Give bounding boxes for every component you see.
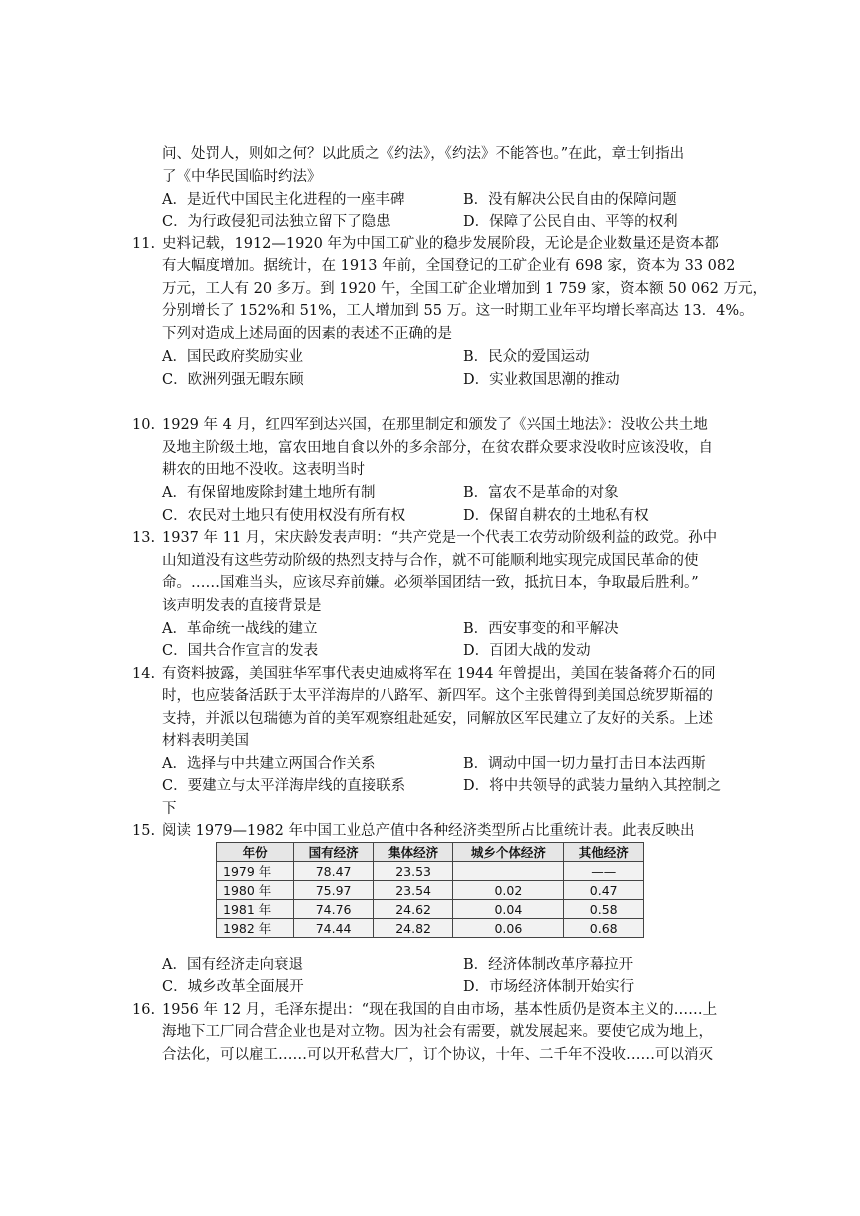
q11-option-b: B．民众的爱国运动 [463,349,590,365]
q14-option-d-wrap: 下 [162,801,177,817]
q10-text-line: 1929 年 4 月，红四军到达兴国，在那里制定和颁发了《兴国土地法》：没收公共土地 [162,417,708,433]
q13-number: 13. [132,530,156,546]
table-cell: 23.54 [373,881,453,900]
q16-text-line: 海地下工厂同合营企业也是对立物。因为社会有需要，就发展起来。要使它成为地上， [162,1024,713,1040]
table-header-cell: 其他经济 [564,843,644,862]
q13-text-line: 1937 年 11 月，宋庆龄发表声明：“共产党是一个代表工农劳动阶级利益的政党。孙中 [162,530,718,546]
q14-text-line: 有资料披露，美国驻华军事代表史迪威将军在 1944 年曾提出，美国在装备蒋介石的同 [162,666,716,682]
table-cell: 1980 年 [217,881,294,900]
table-cell: 74.76 [294,900,374,919]
table-cell: 23.53 [373,862,453,881]
q11-number: 11. [132,236,156,252]
q9-option-a: A．是近代中国民主化进程的一座丰碑 [162,192,405,208]
q10-text-line: 耕农的田地不没收。这表明当时 [162,462,365,478]
table-header-cell: 集体经济 [373,843,453,862]
q14-text-line: 支持，并派以包瑞德为首的美军观察组赴延安，同解放区军民建立了友好的关系。上述 [162,711,713,727]
q9-text-line: 了《中华民国临时约法》 [162,169,322,185]
q11-text-line: 下列对造成上述局面的因素的表述不正确的是 [162,326,452,342]
table-row [217,919,644,938]
q11-text-line: 史料记载，1912—1920 年为中国工矿业的稳步发展阶段，无论是企业数量还是资本都 [162,236,719,252]
table-cell: 0.58 [564,900,644,919]
table-cell: 24.62 [373,900,453,919]
q13-option-c: C．国共合作宣言的发表 [162,643,319,659]
table-row [217,881,644,900]
q14-text-line: 时，也应装备活跃于太平洋海岸的八路军、新四军。这个主张曾得到美国总统罗斯福的 [162,688,713,704]
table-header-row [217,843,644,862]
q16-text-line: 合法化，可以雇工……可以开私营大厂，订个协议，十年、二千年不没收……可以消灭 [162,1047,713,1063]
q11-option-a: A．国民政府奖励实业 [162,349,303,365]
q9-option-b: B．没有解决公民自由的保障问题 [463,192,677,208]
table-cell: 0.47 [564,881,644,900]
q14-option-a: A．选择与中共建立两国合作关系 [162,756,376,772]
q11-option-c: C．欧洲列强无暇东顾 [162,372,304,388]
table-cell: 0.68 [564,919,644,938]
table-row [217,862,644,881]
table-cell: 75.97 [294,881,374,900]
q15-option-a: A．国有经济走向衰退 [162,957,303,973]
q15-option-c: C．城乡改革全面展开 [162,979,304,995]
economy-share-table [216,842,644,938]
q13-text-line: 该声明发表的直接背景是 [162,598,322,614]
q14-option-b: B．调动中国一切力量打击日本法西斯 [463,756,706,772]
q13-option-a: A．革命统一战线的建立 [162,621,318,637]
table-row [217,900,644,919]
q14-text-line: 材料表明美国 [162,733,249,749]
q13-option-d: D．百团大战的发动 [463,643,591,659]
table-header-cell: 年份 [217,843,294,862]
q9-option-c: C．为行政侵犯司法独立留下了隐患 [162,214,391,230]
q10-number: 10. [132,417,156,433]
table-cell: 0.04 [453,900,564,919]
q11-text-line: 万元，工人有 20 多万。到 1920 午，全国工矿企业增加到 1 759 家，资本额 50 062 万元， [162,281,767,297]
table-header-cell: 国有经济 [294,843,374,862]
q10-option-a: A．有保留地废除封建土地所有制 [162,485,376,501]
table-cell: 1982 年 [217,919,294,938]
q10-text-line: 及地主阶级土地，富农田地自食以外的多余部分，在贫农群众要求没收时应该没收，自 [162,440,713,456]
table-cell: 74.44 [294,919,374,938]
q14-option-d: D．将中共领导的武装力量纳入其控制之 [463,778,722,794]
q16-number: 16. [132,1002,156,1018]
table-cell: 1981 年 [217,900,294,919]
table-cell: 78.47 [294,862,374,881]
table-cell: 24.82 [373,919,453,938]
q15-text-line: 阅读 1979—1982 年中国工业总产值中各种经济类型所占比重统计表。此表反映出 [162,823,695,839]
q13-text-line: 山知道没有这些劳动阶级的热烈支持与合作，就不可能顺利地实现完成国民革命的使 [162,553,699,569]
q11-text-line: 分别增长了 152%和 51%，工人增加到 55 万。这一时期工业年平均增长率高达 13．4%。 [162,303,754,319]
table-cell: 0.06 [453,919,564,938]
table-cell [453,862,564,881]
q10-option-d: D．保留自耕农的土地私有权 [463,508,649,524]
q9-option-d: D．保障了公民自由、平等的权利 [463,214,678,230]
q14-option-c: C．要建立与太平洋海岸线的直接联系 [162,778,406,794]
table-header-cell: 城乡个体经济 [453,843,564,862]
q14-number: 14. [132,666,156,682]
table-cell: —— [564,862,644,881]
q10-option-b: B．富农不是革命的对象 [463,485,619,501]
q16-text-line: 1956 年 12 月，毛泽东提出：“现在我国的自由市场，基本性质仍是资本主义的……上 [162,1002,718,1018]
q15-option-d: D．市场经济体制开始实行 [463,979,635,995]
q13-option-b: B．西安事变的和平解决 [463,621,619,637]
q15-option-b: B．经济体制改革序幕拉开 [463,957,634,973]
q13-text-line: 命。……国难当头，应该尽弃前嫌。必须举国团结一致，抵抗日本，争取最后胜利。” [162,575,699,591]
table-cell: 0.02 [453,881,564,900]
q11-text-line: 有大幅度增加。据统计，在 1913 年前，全国登记的工矿企业有 698 家，资本为 33 082 [162,258,736,274]
q9-text-line: 问、处罚人，则如之何？以此质之《约法》，《约法》不能答也。”在此，章士钊指出 [162,146,685,162]
table-cell: 1979 年 [217,862,294,881]
q11-option-d: D．实业救国思潮的推动 [463,372,620,388]
q15-number: 15. [132,823,156,839]
q10-option-c: C．农民对土地只有使用权没有所有权 [162,508,406,524]
